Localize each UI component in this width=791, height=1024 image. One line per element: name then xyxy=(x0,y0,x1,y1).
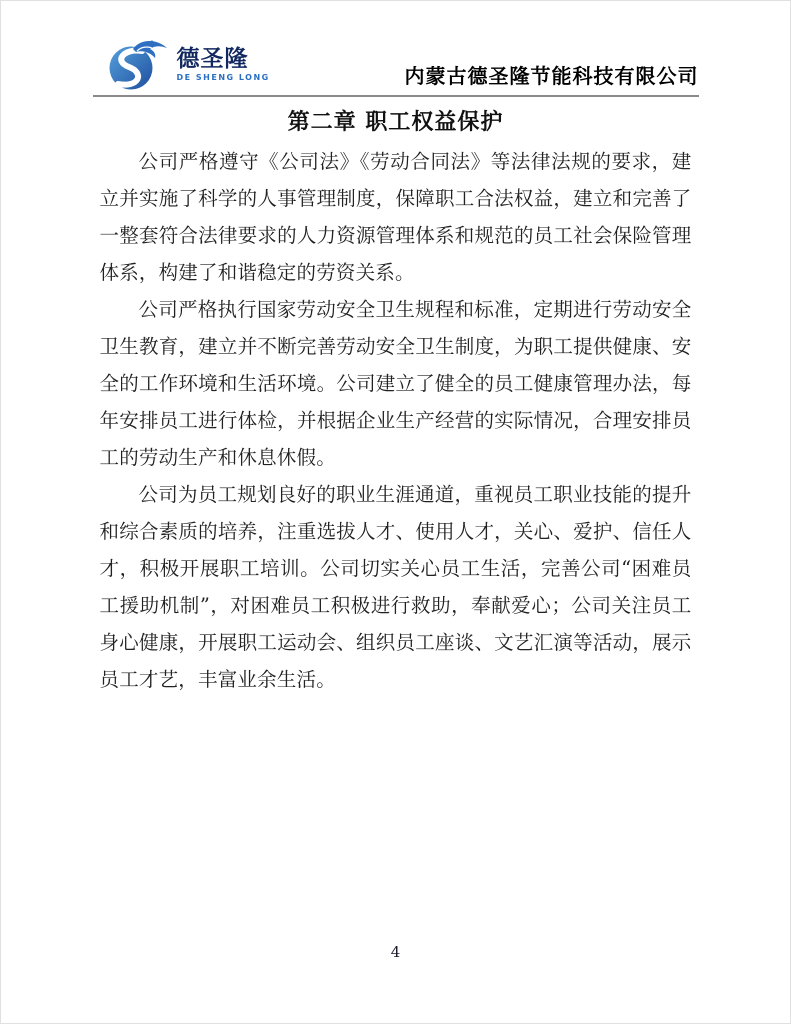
company-logo xyxy=(93,39,270,91)
body-text xyxy=(100,143,692,698)
logo-wordmark xyxy=(177,48,270,82)
document-body xyxy=(100,107,692,698)
body-paragraph: 公司严格执行国家劳动安全卫生规程和标准，定期进行劳动安全卫生教育，建立并不断完善劳动安全卫生制度，为职工提供健康、安全的工作环境和生活环境。公司建立了健全的员工健康管理办法，每年安排员工进行体检，并根据企业生产经营的实际情况，合理安排员工的劳动生产和休息休假。 xyxy=(99,298,692,469)
page-number: 4 xyxy=(390,943,401,961)
logo-chinese-name: 德圣隆 xyxy=(176,46,249,72)
logo-english-name: DE SHENG LONG xyxy=(176,73,270,82)
header-divider xyxy=(93,95,699,97)
dragon-s-logo-icon xyxy=(107,39,173,91)
page-header xyxy=(93,1,699,91)
body-paragraph: 公司为员工规划良好的职业生涯通道，重视员工职业技能的提升和综合素质的培养，注重选拔人才、使用人才，关心、爱护、信任人才，积极开展职工培训。公司切实关心员工生活，完善公司“困难员工援助机制”，对困难员工积极进行救助，奉献爱心；公司关注员工身心健康，开展职工运动会、组织员工座谈、文艺汇演等活动，展示员工才艺，丰富业余生活。 xyxy=(99,483,692,691)
chapter-title: 第二章 职工权益保护 xyxy=(287,109,504,135)
page-footer xyxy=(1,942,790,961)
company-name: 内蒙古德圣隆节能科技有限公司 xyxy=(404,64,699,88)
body-paragraph: 公司严格遵守《公司法》《劳动合同法》等法律法规的要求，建立并实施了科学的人事管理制度，保障职工合法权益，建立和完善了一整套符合法律要求的人力资源管理体系和规范的员工社会保险管理体系，构建了和谐稳定的劳资关系。 xyxy=(99,150,692,284)
